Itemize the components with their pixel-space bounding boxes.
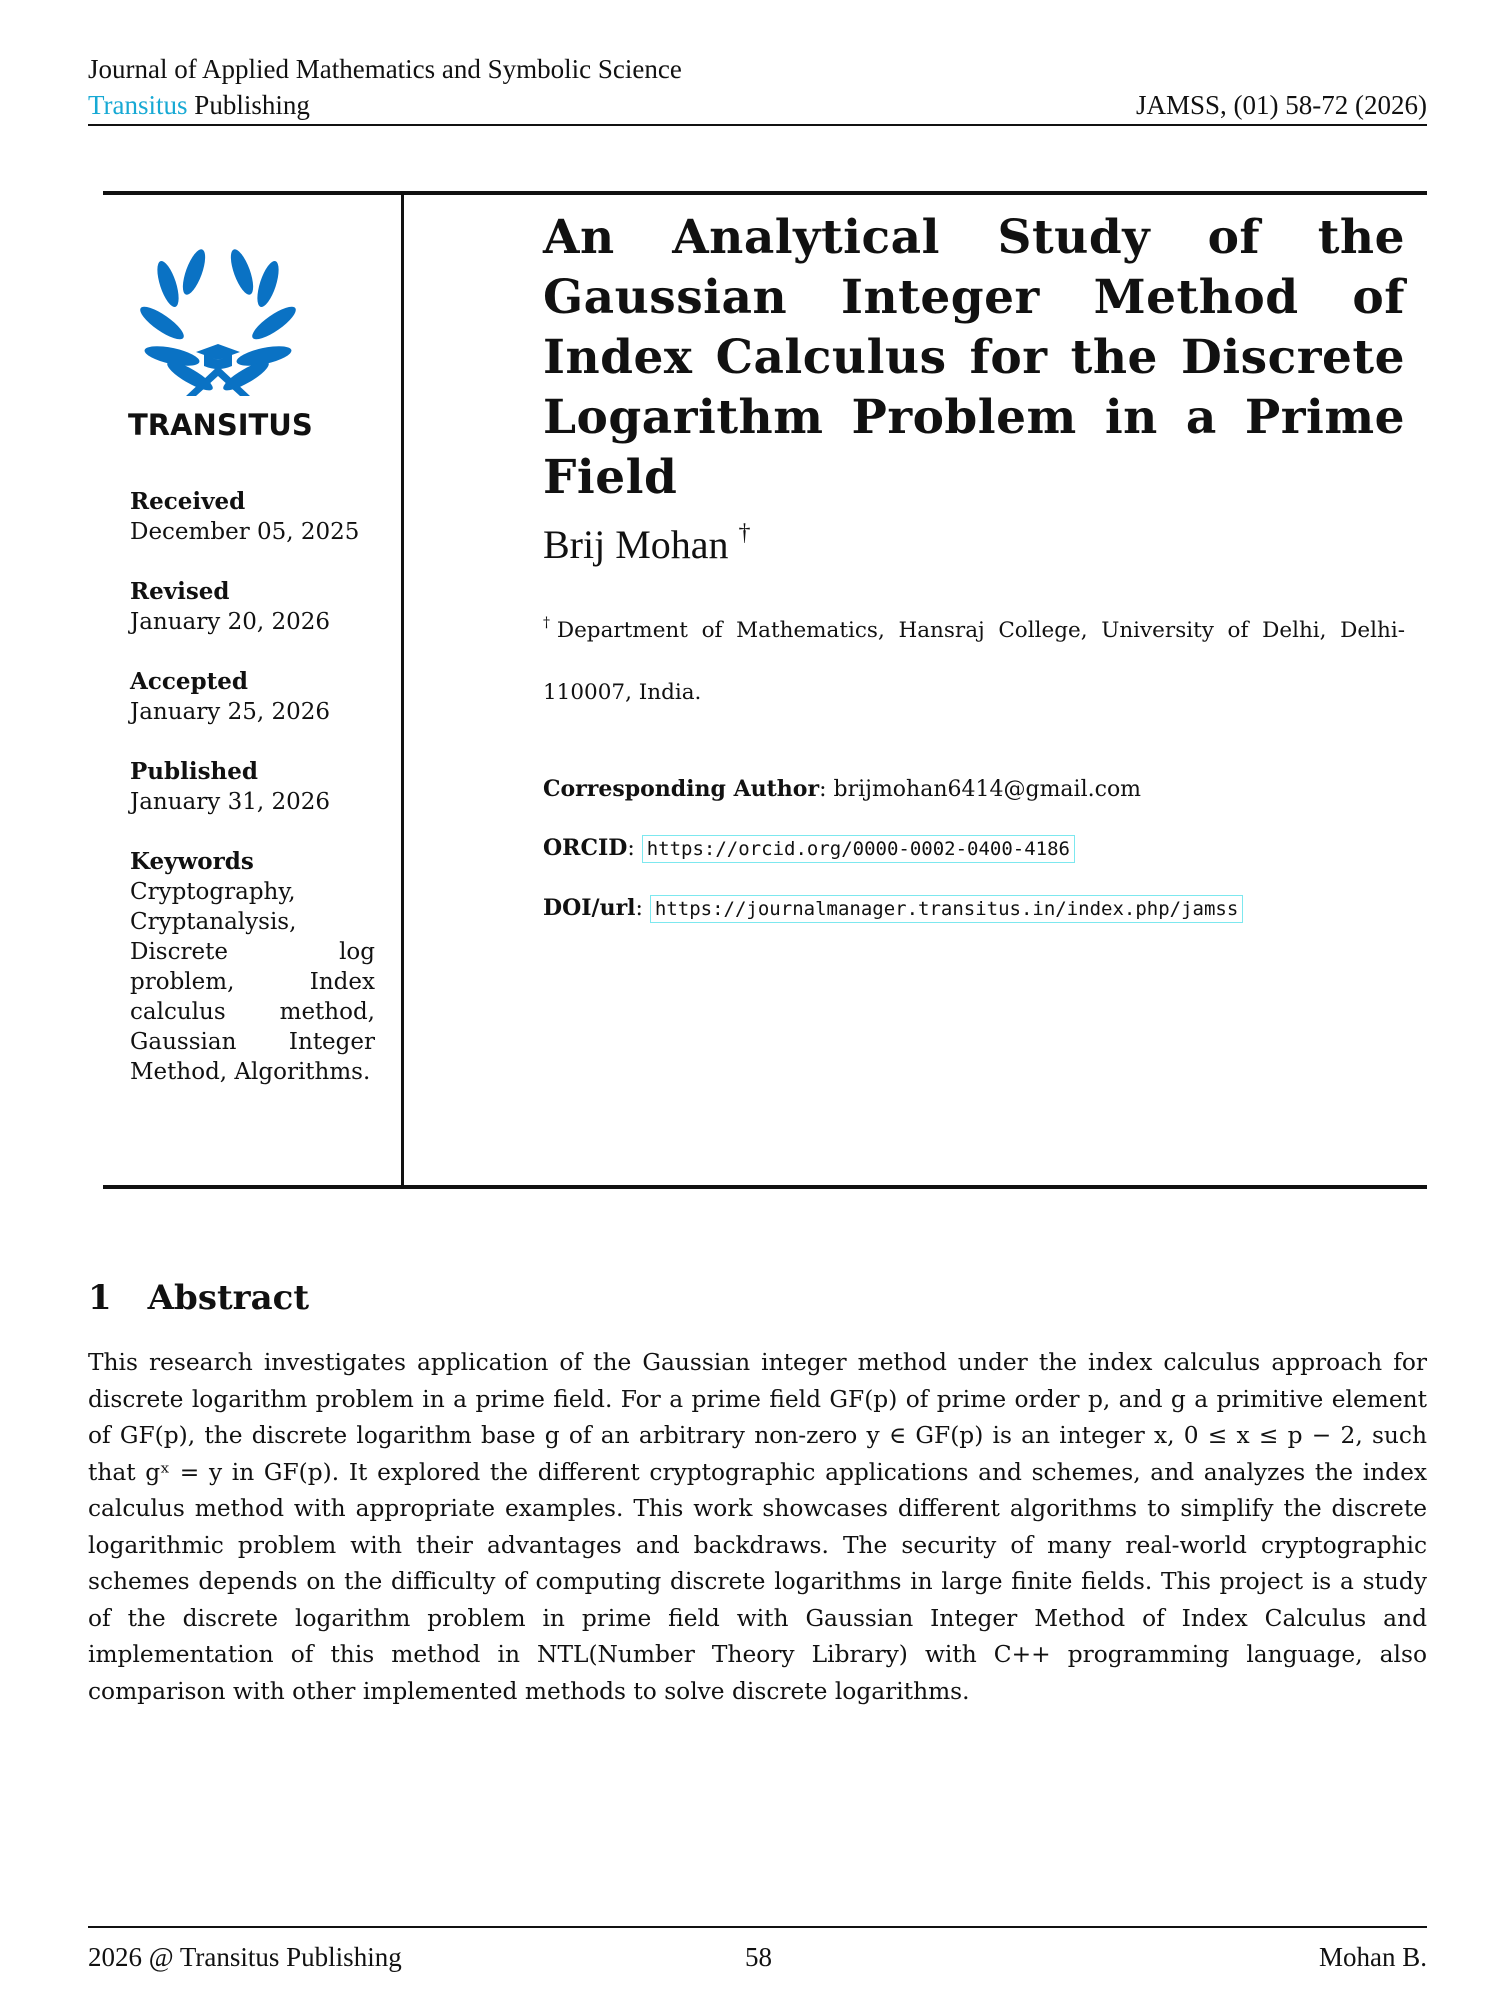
author-line (543, 520, 751, 568)
orcid-link[interactable]: https://orcid.org/0000-0002-0400-4186 (642, 835, 1075, 863)
date-published (130, 757, 375, 817)
author-mark: † (738, 520, 751, 546)
journal-name: Journal of Applied Mathematics and Symbolic Science (88, 54, 682, 84)
author-name: Brij Mohan (543, 522, 729, 567)
doi-line: DOI/url: https://journalmanager.transitus.in/index.php/jamss (543, 895, 1243, 921)
logo-text: TRANSITUS (128, 408, 313, 442)
section-title: Abstract (147, 1278, 310, 1318)
journal-citation: JAMSS, (01) 58-72 (2026) (1135, 90, 1427, 120)
section-number: 1 (88, 1278, 112, 1318)
keywords (130, 847, 375, 1087)
corresponding-label: Corresponding Author (543, 776, 820, 802)
publisher-accent: Transitus (88, 90, 188, 120)
keywords-label: Keywords (130, 848, 254, 875)
date-accepted (130, 667, 375, 727)
date-label: Received (130, 488, 246, 515)
affiliation-mark: † (543, 615, 557, 631)
corresponding-email[interactable]: brijmohan6414@gmail.com (833, 777, 1142, 802)
footer-rule (88, 1926, 1427, 1928)
corresponding-author: Corresponding Author: brijmohan6414@gmail.com (543, 776, 1142, 802)
date-revised (130, 577, 375, 637)
date-value: January 20, 2026 (130, 609, 330, 635)
date-value: January 31, 2026 (130, 789, 330, 815)
abstract-body: This research investigates application of the Gaussian integer method under the index calculus approach for discrete logarithm problem in a prime field. For a prime field GF(p) of prime order p, and g a primitive element of GF(p), the discrete logarithm base g of an arbitrary non-zero y ∈ GF(p) is an integer x, 0 ≤ x ≤ p − 2, such that gˣ = y in GF(p). It explored the different cryptographic applications and schemes, and analyzes the index calculus method with appropriate examples. This work showcases different algorithms to simplify the discrete logarithmic problem with their advantages and backdraws. The security of many real-world cryptographic schemes depends on the difficulty of computing discrete logarithms in large finite fields. This project is a study of the discrete logarithm problem in prime field with Gaussian Integer Method of Index Calculus and implementation of this method in NTL(Number Theory Library) with C++ programming language, also comparison with other implemented methods to solve discrete logarithms. (88, 1349, 1427, 1705)
article-title: An Analytical Study of the Gaussian Integer Method of Index Calculus for the Discrete Logarithm Problem in a Prime Field (543, 210, 1405, 505)
title-block-divider (401, 193, 404, 1187)
article-dates (130, 487, 375, 1117)
date-label: Published (130, 758, 258, 785)
doi-label: DOI/url (543, 895, 636, 921)
orcid-label: ORCID (543, 835, 628, 861)
publisher-name (88, 88, 310, 122)
footer-author: Mohan B. (1319, 1942, 1427, 1972)
orcid-line: ORCID: https://orcid.org/0000-0002-0400-4186 (543, 835, 1075, 861)
header-rule (88, 124, 1427, 126)
doi-link[interactable]: https://journalmanager.transitus.in/index.php/jamss (650, 895, 1243, 923)
publisher-rest: Publishing (187, 90, 310, 120)
date-value: December 05, 2025 (130, 519, 360, 545)
laurel-wreath-icon (128, 248, 308, 398)
title-block-bottom-rule (103, 1185, 1427, 1189)
footer-copyright: 2026 @ Transitus Publishing (88, 1942, 402, 1972)
affiliation (543, 592, 1405, 724)
page-number: 58 (745, 1942, 772, 1972)
transitus-logo (128, 248, 313, 443)
date-label: Accepted (130, 668, 248, 695)
date-received (130, 487, 375, 547)
affiliation-text: Department of Mathematics, Hansraj College, University of Delhi, Delhi-110007, India. (543, 618, 1405, 705)
date-value: January 25, 2026 (130, 699, 330, 725)
section-heading-abstract (88, 1278, 309, 1318)
keywords-list: Cryptography, Cryptanalysis, Discrete log problem, Index calculus method, Gaussian Integer Method, Algorithms. (130, 879, 375, 1085)
date-label: Revised (130, 578, 230, 605)
title-block-top-rule (103, 191, 1427, 195)
